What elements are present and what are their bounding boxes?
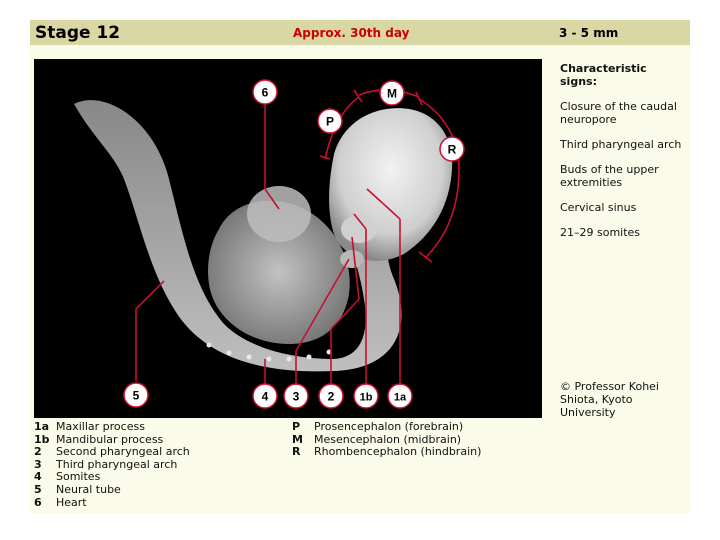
label-4-text: 4 — [261, 389, 269, 404]
legend-key: 5 — [34, 482, 42, 496]
legend-key: P — [292, 420, 301, 433]
legend-text: Rhombencephalon (hindbrain) — [314, 445, 482, 459]
legend-row — [34, 446, 190, 459]
legend-text: Somites — [56, 470, 101, 484]
label-1a-text: 1a — [393, 391, 407, 404]
stage-title: Stage 12 — [35, 23, 121, 43]
legend-key: 2 — [34, 445, 42, 459]
legend-row — [292, 421, 481, 434]
legend-brain-regions — [292, 421, 481, 459]
label-M — [380, 81, 404, 105]
embryo-diagram — [34, 59, 542, 418]
label-1b-text: 1b — [359, 391, 373, 404]
sign-item: Closure of the caudal neuropore — [560, 100, 677, 126]
label-6 — [253, 80, 277, 104]
label-1a — [388, 384, 412, 408]
label-6-text: 6 — [261, 85, 269, 100]
legend-row — [34, 421, 190, 434]
sign-item: Third pharyngeal arch — [560, 138, 682, 151]
legend-key: R — [292, 445, 301, 459]
label-4 — [253, 384, 277, 408]
header-bar — [30, 20, 690, 45]
signs-heading: Characteristic signs: — [560, 62, 647, 88]
legend-text: Prosencephalon (forebrain) — [314, 420, 464, 433]
label-R — [440, 137, 464, 161]
legend-structures — [34, 421, 190, 509]
legend-key: 4 — [34, 470, 42, 484]
label-P-text: P — [325, 114, 335, 129]
legend-text: Mesencephalon (midbrain) — [314, 432, 462, 446]
legend-row — [292, 446, 481, 459]
label-M-text: M — [387, 86, 397, 101]
legend-key: 1a — [34, 420, 50, 433]
legend-text: Third pharyngeal arch — [56, 457, 178, 471]
label-R-text: R — [447, 142, 457, 157]
size-label: 3 - 5 mm — [559, 26, 619, 40]
label-5-text: 5 — [132, 388, 140, 403]
label-5 — [124, 383, 148, 407]
image-credit: © Professor Kohei Shiota, Kyoto University — [560, 380, 659, 419]
legend-key: 3 — [34, 457, 42, 471]
legend-key: 6 — [34, 495, 42, 509]
sign-item: Cervical sinus — [560, 201, 637, 214]
characteristic-signs-panel — [560, 62, 686, 251]
embryo-photo — [34, 59, 542, 418]
label-1b — [354, 384, 378, 408]
label-2-text: 2 — [327, 389, 335, 404]
age-label: Approx. 30th day — [293, 26, 410, 40]
legend-row — [34, 497, 190, 510]
legend-text: Neural tube — [56, 482, 121, 496]
legend-text: Mandibular process — [56, 432, 164, 446]
legend-text: Maxillar process — [56, 420, 145, 433]
embryo-shape — [74, 100, 452, 371]
label-3-text: 3 — [292, 389, 300, 404]
legend-row — [34, 484, 190, 497]
legend-key: 1b — [34, 432, 50, 446]
legend-text: Heart — [56, 495, 87, 509]
sign-item: 21–29 somites — [560, 226, 641, 239]
legend-key: M — [292, 432, 303, 446]
legend-text: Second pharyngeal arch — [56, 445, 190, 459]
label-3 — [284, 384, 308, 408]
label-2 — [319, 384, 343, 408]
sign-item: Buds of the upper extremities — [560, 163, 659, 189]
label-P — [318, 109, 342, 133]
